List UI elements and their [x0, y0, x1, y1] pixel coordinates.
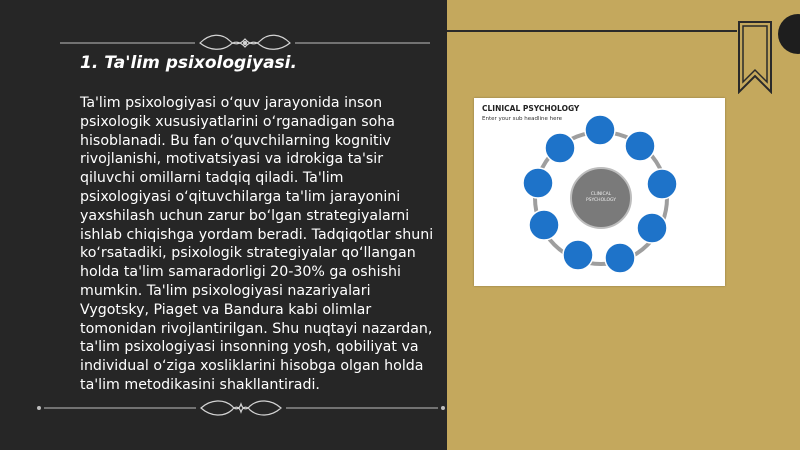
cycle-node [585, 115, 615, 145]
diagram-subtitle: Enter your sub headline here [482, 116, 563, 122]
divider-line [447, 30, 737, 32]
slide-body-text: Ta'lim psixologiyasi o‘quv jarayonida inson psixologik xususiyatlarini o‘rganadigan soha hisoblanadi. Bu fan o‘quvchilarning kognitiv rivojlanishi, motivatsiyasi va idrokiga ta'sir qiluvchi omillarni tadqiq qiladi. Ta'lim psixologiyasi o‘qituvchilarga ta'lim jarayonini yaxshilash uchun zarur bo‘lgan strategiyalarni ishlab chiqishga yordam beradi. Tadqiqotlar shuni ko‘rsatadiki, psixologik strategiyalar qo‘llangan holda ta'lim samaradorligi 20-30% ga oshishi mumkin. Ta'lim psixologiyasi nazariyalari Vygotsky, Piaget va Bandura kabi olimlar tomonidan rivojlantirilgan. Shu nuqtayi nazardan, ta'lim psixologiyasi insonning yosh, qobiliyat va individual o‘ziga xosliklarini hisobga olgan holda ta'lim metodikasini shakllantiradi. [80, 95, 434, 393]
ornament-divider-icon [60, 33, 430, 53]
center-label-line2: PSYCHOLOGY [585, 198, 617, 203]
cycle-diagram [474, 98, 725, 286]
clinical-psychology-diagram [474, 98, 725, 286]
bookmark-ribbon-icon [737, 20, 773, 94]
cycle-node [529, 210, 559, 240]
ornament-divider-icon [36, 398, 446, 418]
cycle-node [625, 131, 655, 161]
diagram-title: CLINICAL PSYCHOLOGY [482, 104, 580, 113]
cycle-node [563, 240, 593, 270]
cycle-node [545, 133, 575, 163]
cycle-node [647, 169, 677, 199]
center-label-line1: CLINICAL [590, 192, 612, 197]
cycle-node [605, 243, 635, 273]
slide-heading: 1. Ta'lim psixologiyasi. [80, 53, 297, 73]
cycle-node [637, 213, 667, 243]
cycle-node [523, 168, 553, 198]
